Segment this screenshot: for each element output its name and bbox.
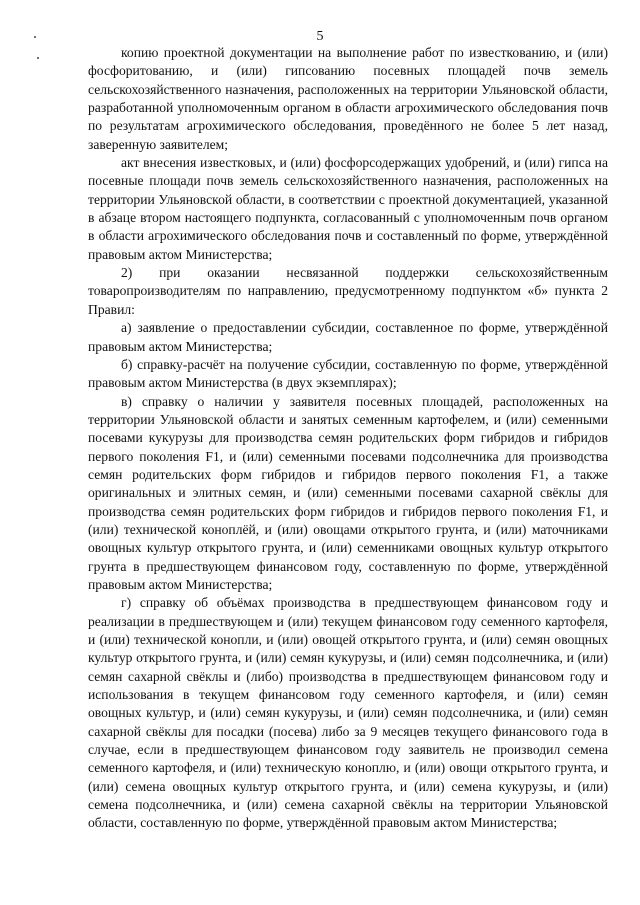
paragraph-fertilizer-application-act: акт внесения известковых, и (или) фосфорсодержащих удобрений, и (или) гипса на посевные площади почв земель сельскохозяйственного назначения, расположенных на территории Ульяновской области, в соответствии с проектной документацией, указанной в абзаце втором настоящего подпункта, согласованный с уполномоченным почв органом в области агрохимического обследования почв и составленный по форме, утверждённой правовым актом Министерства; — [88, 155, 608, 262]
paragraph-subitem-b-calculation: б) справку-расчёт на получение субсидии, составленную по форме, утверждённой правовым актом Министерства (в двух экземплярах); — [88, 356, 608, 391]
paragraph-item-2-unrelated-support: 2) при оказании несвязанной поддержки сельскохозяйственным товаропроизводителям по направлению, предусмотренному подпунктом «б» пункта 2 Правил: — [88, 265, 608, 317]
paragraph-subitem-a-application: а) заявление о предоставлении субсидии, составленное по форме, утверждённой правовым актом Министерства; — [88, 320, 608, 354]
page-number: 5 — [316, 29, 324, 44]
paragraph-subitem-g-production-volumes: г) справку об объёмах производства в предшествующем финансовом году и реализации в предшествующем и (или) текущем финансовом году семенного картофеля, и (или) технической конопли, и (или) овощей открытого грунта, и (или) семян овощных культур открытого грунта, и (или) семян кукурузы, и (или) семян подсолнечника, и (или) семян сахарной свёклы и (либо) производства в предшествующем финансовом году и использования в текущем финансовом году семенного картофеля, и (или) семян овощных культур, и (или) семян кукурузы, и (или) семян подсолнечника, и (или) семян сахарной свёклы для посадки (посева) либо за 9 месяцев текущего финансового года в случае, если в предшествующем финансовом году заявитель не производил семена семенного картофеля, и (или) техническую коноплю, и (или) овощи открытого грунта, и (или) семена овощных культур открытого грунта, и (или) семена кукурузы, и (или) семена подсолнечника, и (или) семена сахарной свёклы на территории Ульяновской области, составленную по форме, утверждённой правовым актом Министерства; — [88, 595, 608, 831]
document-body — [88, 44, 608, 833]
paragraph-project-documentation-copy: копию проектной документации на выполнение работ по известкованию, и (или) фосфоритованию, и (или) гипсованию посевных площадей почв земель сельскохозяйственного назначения, расположенных на территории Ульяновской области, разработанной уполномоченным органом в области агрохимического обследования почв по результатам агрохимического обследования, проведённого не более 5 лет назад, заверенную заявителем; — [88, 45, 608, 152]
paragraph-subitem-v-sown-areas: в) справку о наличии у заявителя посевных площадей, расположенных на территории Ульяновской области и занятых семенным картофелем, и (или) семенными посевами кукурузы для производства семян родительских форм гибридов и гибридов первого поколения F1, и (или) семенными посевами подсолнечника для производства семян родительских форм гибридов и гибридов первого поколения F1, а также оригинальных и элитных семян, и (или) семенными посевами сахарной свёклы для производства семян родительских форм гибридов и гибридов первого поколения F1, и (или) технической коноплёй, и (или) овощами открытого грунта, и (или) маточниками овощных культур открытого грунта, и (или) семенниками овощных культур открытого грунта в предшествующем финансовом году, составленную по форме, утверждённой правовым актом Министерства; — [88, 393, 608, 592]
scan-artifact-dot — [37, 57, 39, 59]
